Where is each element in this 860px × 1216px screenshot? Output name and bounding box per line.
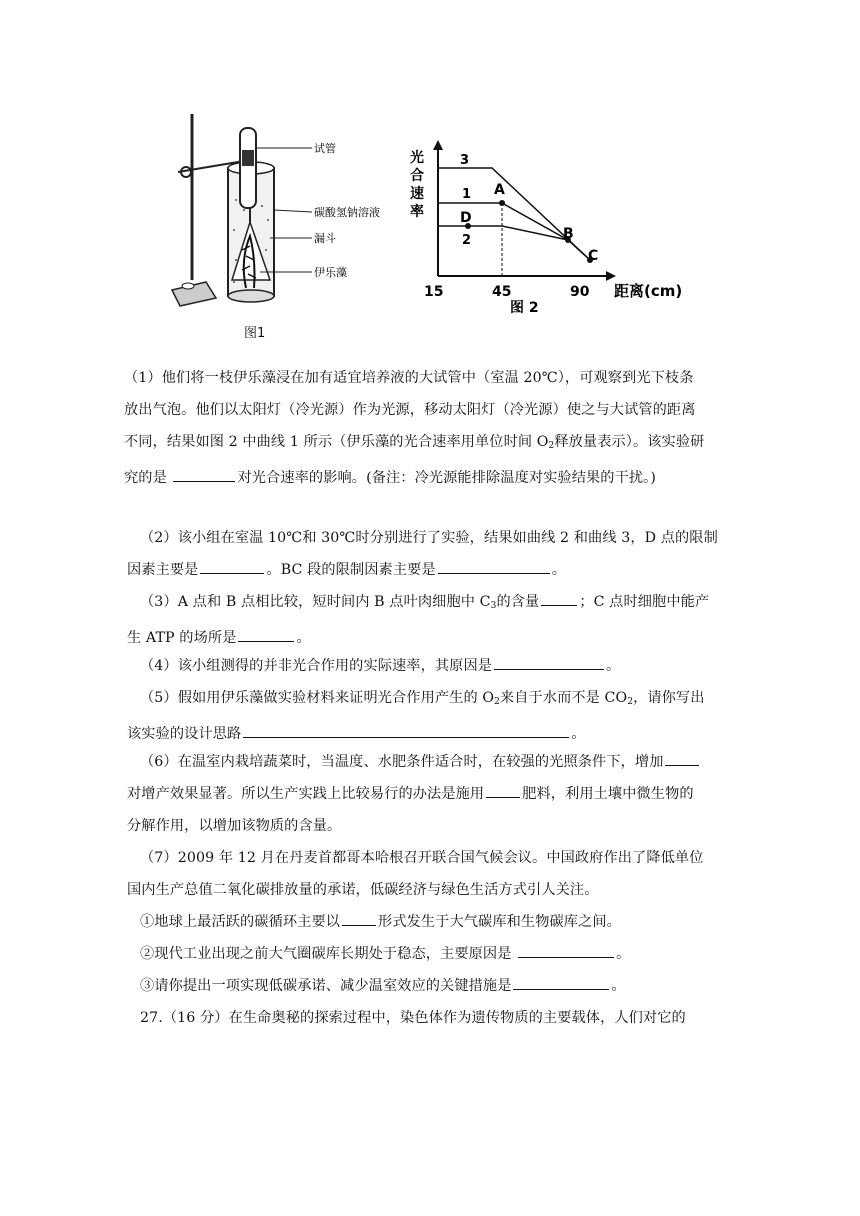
q5-blank[interactable] bbox=[243, 721, 569, 738]
q6-blank-1[interactable] bbox=[665, 749, 699, 766]
point-label-B: B bbox=[563, 226, 574, 242]
q1-line2: 放出气泡。他们以太阳灯（冷光源）作为光源，移动太阳灯（冷光源）使之与大试管的距离 bbox=[124, 402, 696, 418]
q3-line2: 生 ATP 的场所是 。 bbox=[127, 622, 734, 654]
question-4 bbox=[140, 650, 734, 682]
q4-blank[interactable] bbox=[494, 653, 604, 670]
small-test-tube bbox=[240, 128, 256, 208]
label-test-tube: 试管 bbox=[314, 142, 336, 155]
q7-blank-1[interactable] bbox=[342, 909, 376, 926]
question-27 bbox=[140, 1002, 734, 1034]
figure2-graph bbox=[402, 140, 712, 315]
q7-blank-3[interactable] bbox=[513, 973, 609, 990]
q7-sub3: ③请你提出一项实现低碳承诺、减少温室效应的关键措施是 。 bbox=[140, 970, 734, 1002]
question-7 bbox=[127, 842, 734, 1002]
q1-answer-blank[interactable] bbox=[173, 465, 235, 482]
y-axis-label-3: 速 bbox=[410, 186, 424, 202]
point-label-C: C bbox=[588, 248, 599, 264]
figure1-caption: 图1 bbox=[244, 326, 266, 341]
x-tick-45: 45 bbox=[492, 284, 512, 300]
q4-line1: （4）该小组测得的并非光合作用的实际速率，其原因是 。 bbox=[140, 650, 734, 682]
q3-line1: （3）A 点和 B 点相比较，短时间内 B 点叶肉细胞中 $C_3$的含量 ；C 点时细胞中能产 bbox=[140, 586, 734, 622]
q27-line1: 27.（16 分）在生命奥秘的探索过程中，染色体作为遗传物质的主要载体，人们对它的 bbox=[140, 1010, 686, 1026]
q2-line2: 因素主要是 。BC 段的限制因素主要是 。 bbox=[127, 554, 734, 586]
q7-sub2: ②现代工业出现之前大气圈碳库长期处于稳态，主要原因是 。 bbox=[140, 938, 734, 970]
label-solution: 碳酸氢钠溶液 bbox=[314, 206, 380, 219]
curve-2 bbox=[438, 226, 568, 240]
q3-blank-c3[interactable] bbox=[541, 589, 577, 606]
y-axis-label-4: 率 bbox=[410, 204, 424, 220]
q2-blank-BC[interactable] bbox=[438, 557, 550, 574]
y-axis-label-1: 光 bbox=[410, 150, 424, 166]
q3-blank-atp[interactable] bbox=[238, 625, 294, 642]
x-tick-90: 90 bbox=[570, 284, 590, 300]
x-tick-15: 15 bbox=[424, 284, 444, 300]
label-plant: 伊乐藻 bbox=[314, 266, 347, 279]
q6-line2: 对增产效果显著。所以生产实践上比较易行的办法是施用 肥料，利用土壤中微生物的 bbox=[127, 778, 734, 810]
curve-label-1: 1 bbox=[462, 187, 472, 202]
q6-line3: 分解作用，以增加该物质的含量。 bbox=[127, 818, 342, 834]
y-axis-label-2: 合 bbox=[410, 168, 424, 184]
question-1 bbox=[124, 362, 730, 494]
q5-line2: 该实验的设计思路 。 bbox=[127, 718, 734, 750]
x-axis-label: 距离(cm) bbox=[614, 282, 683, 300]
question-6 bbox=[127, 746, 734, 842]
question-3 bbox=[127, 586, 734, 654]
point-A bbox=[499, 200, 505, 206]
question-5 bbox=[127, 682, 734, 750]
point-label-D: D bbox=[460, 210, 472, 226]
point-label-A: A bbox=[494, 182, 505, 198]
q6-line1: （6）在温室内栽培蔬菜时，当温度、水肥条件适合时，在较强的光照条件下，增加 bbox=[140, 746, 734, 778]
q1-line3: 不同，结果如图 2 中曲线 1 所示（伊乐藻的光合速率用单位时间 $O_2$释放量表示）。该实验研 bbox=[124, 434, 705, 451]
q7-sub1: ①地球上最活跃的碳循环主要以 形式发生于大气碳库和生物碳库之间。 bbox=[140, 906, 734, 938]
figure1-apparatus bbox=[170, 110, 380, 310]
q2-blank-D[interactable] bbox=[200, 557, 264, 574]
q6-blank-2[interactable] bbox=[486, 781, 520, 798]
label-funnel: 漏斗 bbox=[314, 232, 336, 245]
q2-line1: （2）该小组在室温 10℃和 30℃时分别进行了实验，结果如曲线 2 和曲线 3，D 点的限制 bbox=[140, 530, 718, 546]
question-2 bbox=[127, 522, 734, 586]
q7-line1: （7）2009 年 12 月在丹麦首都哥本哈根召开联合国气候会议。中国政府作出了降低单位 bbox=[140, 850, 704, 866]
figure2-caption: 图 2 bbox=[510, 300, 539, 316]
q1-line4: 究的是 对光合速率的影响。(备注：冷光源能排除温度对实验结果的干扰。) bbox=[124, 462, 730, 494]
q5-line1: （5）假如用伊乐藻做实验材料来证明光合作用产生的 $O_2$来自于水而不是 $CO_2$，请你写出 bbox=[140, 690, 705, 707]
curve-label-3: 3 bbox=[460, 153, 470, 168]
q7-line2: 国内生产总值二氧化碳排放量的承诺，低碳经济与绿色生活方式引人关注。 bbox=[127, 882, 599, 898]
curve-label-2: 2 bbox=[462, 233, 472, 248]
q1-line1: （1）他们将一枝伊乐藻浸在加有适宜培养液的大试管中（室温 20℃），可观察到光下枝条 bbox=[124, 370, 694, 386]
q7-blank-2[interactable] bbox=[518, 941, 614, 958]
